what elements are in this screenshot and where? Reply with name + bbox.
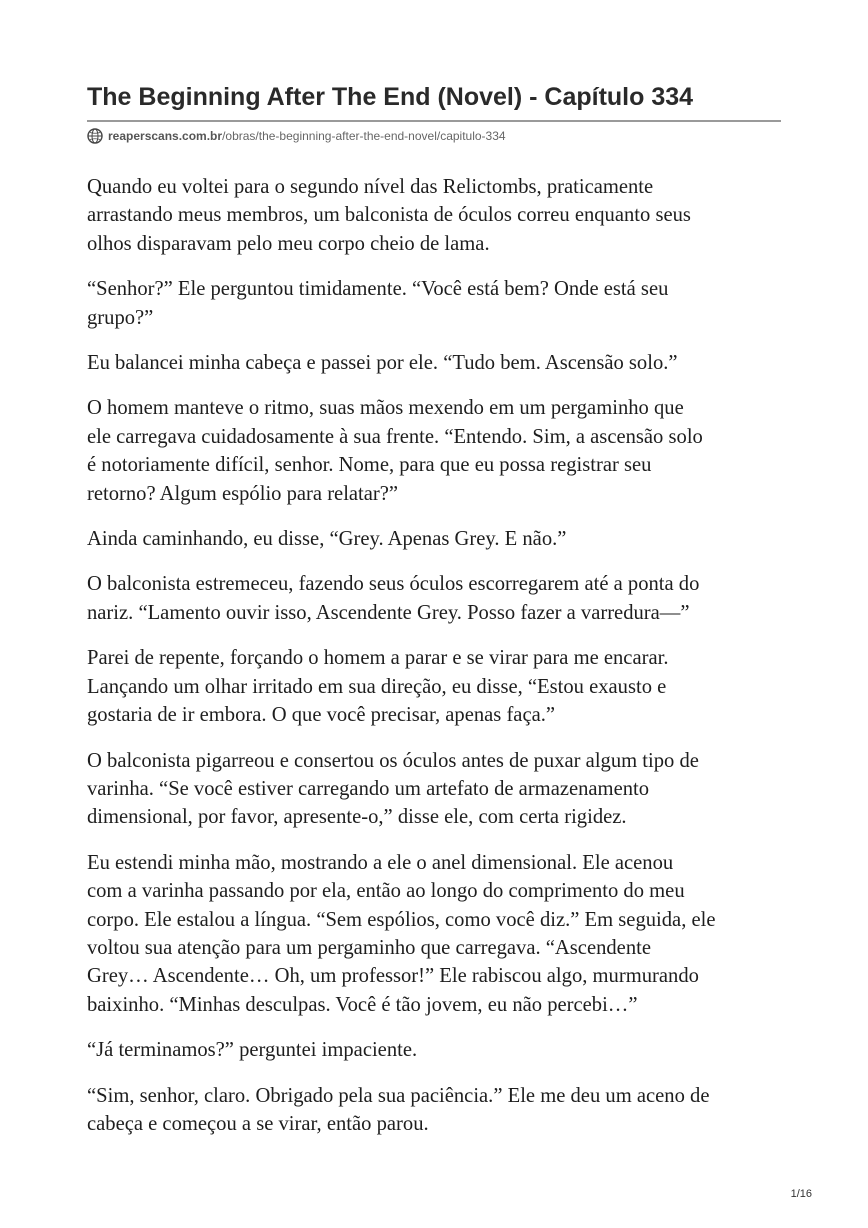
paragraph — [87, 275, 787, 332]
paragraph — [87, 525, 787, 553]
paragraph-line: Lançando um olhar irritado em sua direção, eu disse, “Estou exausto e — [87, 675, 667, 698]
paragraph-line: nariz. “Lamento ouvir isso, Ascendente Grey. Posso fazer a varredura—” — [87, 601, 690, 624]
paragraph-line: arrastando meus membros, um balconista de óculos correu enquanto seus — [87, 204, 691, 227]
paragraph — [87, 1036, 787, 1064]
paragraph-line: Ainda caminhando, eu disse, “Grey. Apenas Grey. E não.” — [87, 528, 567, 551]
paragraph-line: O balconista pigarreou e consertou os óculos antes de puxar algum tipo de — [87, 749, 699, 772]
paragraph — [87, 394, 787, 508]
source-path: /obras/the-beginning-after-the-end-novel/capitulo-334 — [222, 129, 506, 143]
paragraph-line: grupo?” — [87, 306, 154, 329]
paragraph-line: baixinho. “Minhas desculpas. Você é tão jovem, eu não percebi…” — [87, 993, 638, 1016]
paragraph-line: O balconista estremeceu, fazendo seus óculos escorregarem até a ponta do — [87, 573, 700, 596]
page-number: 1/16 — [790, 1188, 812, 1200]
paragraph — [87, 349, 787, 377]
paragraph-line: Grey… Ascendente… Oh, um professor!” Ele rabiscou algo, murmurando — [87, 965, 699, 988]
paragraph-line: Quando eu voltei para o segundo nível das Relictombs, praticamente — [87, 176, 654, 198]
paragraph-line: gostaria de ir embora. O que você precisar, apenas faça.” — [87, 704, 556, 727]
paragraph — [87, 1082, 787, 1139]
paragraph-line: cabeça e começou a se virar, então parou. — [87, 1112, 429, 1135]
paragraph — [87, 849, 787, 1019]
paragraph-line: Eu balancei minha cabeça e passei por ele. “Tudo bem. Ascensão solo.” — [87, 352, 678, 375]
paragraph-line: varinha. “Se você estiver carregando um artefato de armazenamento — [87, 777, 650, 800]
paragraph-line: ele carregava cuidadosamente à sua frente. “Entendo. Sim, a ascensão solo — [87, 425, 703, 448]
paragraph-line: “Já terminamos?” perguntei impaciente. — [87, 1039, 418, 1062]
paragraph-line: Eu estendi minha mão, mostrando a ele o anel dimensional. Ele acenou — [87, 851, 674, 874]
paragraph — [87, 747, 787, 832]
paragraph-line: “Senhor?” Ele perguntou timidamente. “Você está bem? Onde está seu — [87, 278, 669, 301]
paragraph-line: é notoriamente difícil, senhor. Nome, para que eu possa registrar seu — [87, 454, 652, 477]
paragraph — [87, 173, 787, 258]
source-url[interactable] — [87, 127, 506, 145]
source-domain: reaperscans.com.br — [108, 129, 223, 143]
page-title: The Beginning After The End (Novel) - Capítulo 334 — [87, 83, 694, 111]
paragraph-line: olhos disparavam pelo meu corpo cheio de lama. — [87, 232, 490, 255]
chapter-body — [87, 173, 787, 1155]
paragraph-line: “Sim, senhor, claro. Obrigado pela sua paciência.” Ele me deu um aceno de — [87, 1084, 710, 1107]
title-divider — [87, 120, 781, 122]
globe-icon — [87, 128, 103, 144]
paragraph — [87, 570, 787, 627]
paragraph — [87, 644, 787, 729]
paragraph-line: com a varinha passando por ela, então ao longo do comprimento do meu — [87, 880, 685, 903]
paragraph-line: Parei de repente, forçando o homem a parar e se virar para me encarar. — [87, 647, 669, 670]
paragraph-line: retorno? Algum espólio para relatar?” — [87, 482, 399, 505]
paragraph-line: voltou sua atenção para um pergaminho que carregava. “Ascendente — [87, 936, 651, 959]
paragraph-line: corpo. Ele estalou a língua. “Sem espólios, como você diz.” Em seguida, ele — [87, 908, 716, 931]
paragraph-line: dimensional, por favor, apresente-o,” disse ele, com certa rigidez. — [87, 806, 627, 829]
paragraph-line: O homem manteve o ritmo, suas mãos mexendo em um pergaminho que — [87, 397, 684, 420]
